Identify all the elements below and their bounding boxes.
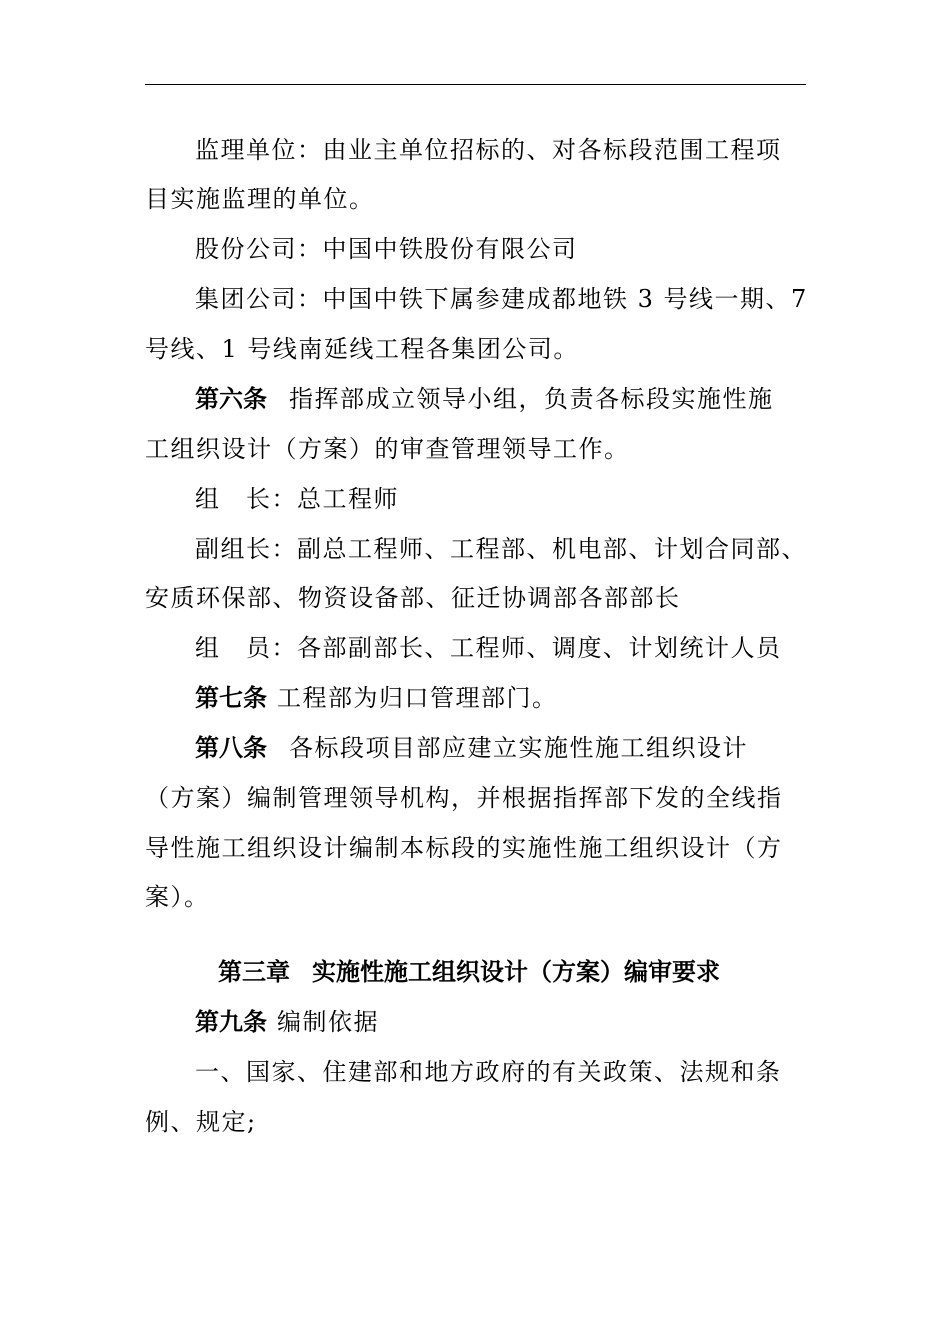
paragraph-line: 组 长：总工程师 — [195, 485, 399, 513]
paragraph-line: 导性施工组织设计编制本标段的实施性施工组织设计（方 — [145, 834, 783, 862]
paragraph-line: 集团公司：中国中铁下属参建成都地铁 3 号线一期、7 — [195, 285, 808, 313]
paragraph-line: 工组织设计（方案）的审查管理领导工作。 — [145, 435, 630, 463]
paragraph-line: 副组长：副总工程师、工程部、机电部、计划合同部、 — [195, 535, 807, 563]
article-text: 指挥部成立领导小组，负责各标段实施性施 — [289, 385, 774, 413]
article-text: 工程部为归口管理部门。 — [277, 684, 558, 712]
article-number: 第九条 — [195, 1008, 267, 1036]
paragraph-line: 安质环保部、物资设备部、征迁协调部各部部长 — [145, 584, 681, 612]
paragraph-line: （方案）编制管理领导机构，并根据指挥部下发的全线指 — [145, 784, 783, 812]
paragraph-line: 号线、1 号线南延线工程各集团公司。 — [145, 335, 579, 363]
article-text: 各标段项目部应建立实施性施工组织设计 — [289, 734, 748, 762]
header-rule — [145, 84, 806, 85]
paragraph-line: 例、规定; — [145, 1108, 257, 1136]
article-8 — [195, 732, 865, 764]
chapter-number: 第三章 — [218, 958, 290, 986]
article-number: 第六条 — [195, 385, 267, 413]
paragraph-line: 监理单位：由业主单位招标的、对各标段范围工程项 — [195, 136, 782, 164]
paragraph-line: 案）。 — [145, 883, 210, 911]
article-number: 第八条 — [195, 734, 267, 762]
chapter-heading — [218, 956, 720, 988]
article-9 — [195, 1006, 865, 1038]
paragraph-line: 一、国家、住建部和地方政府的有关政策、法规和条 — [195, 1058, 782, 1086]
paragraph-line: 目实施监理的单位。 — [145, 185, 375, 213]
article-6 — [195, 383, 865, 415]
article-number: 第七条 — [195, 684, 267, 712]
article-text: 编制依据 — [277, 1008, 379, 1036]
article-7 — [195, 682, 865, 714]
paragraph-line: 组 员：各部副部长、工程师、调度、计划统计人员 — [195, 634, 782, 662]
chapter-title: 实施性施工组织设计（方案）编审要求 — [312, 958, 720, 986]
paragraph-line: 股份公司：中国中铁股份有限公司 — [195, 235, 578, 263]
